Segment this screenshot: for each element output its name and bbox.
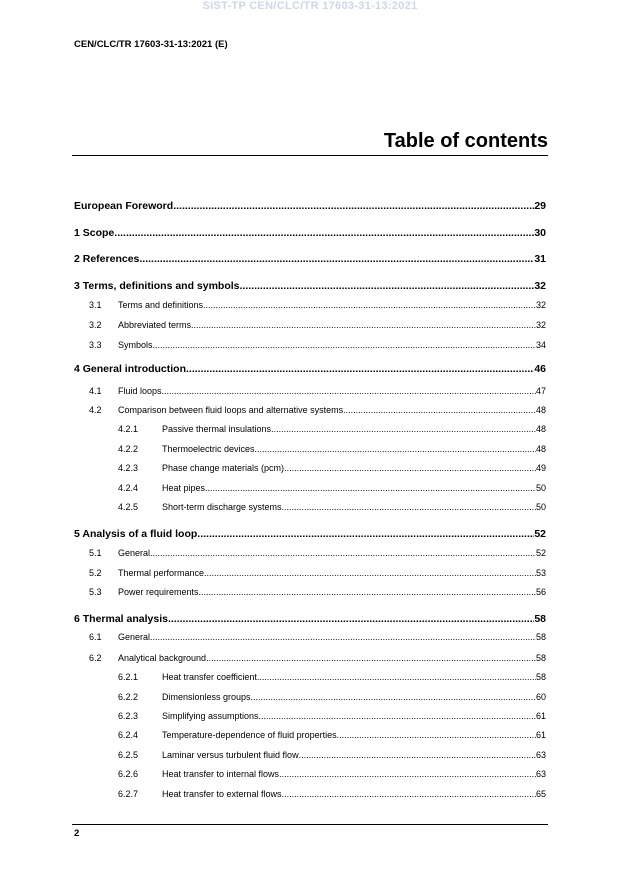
toc-leader-dots [199,587,536,597]
toc-entry[interactable] [89,320,546,330]
toc-entry-label: 1 Scope [74,227,115,239]
toc-entry-number: 4.1 [89,386,102,396]
toc-entry-label: Dimensionless groups [162,692,251,702]
toc-entry-page: 52 [534,528,546,540]
toc-entry[interactable] [89,548,546,558]
toc-entry-label: Temperature-dependence of fluid properties [162,730,337,740]
toc-entry-label: Abbreviated terms [118,320,192,330]
toc-entry-label: Fluid loops [118,386,162,396]
toc-entry[interactable] [118,730,546,740]
toc-leader-dots [168,613,534,625]
title-rule [72,155,548,156]
toc-entry[interactable] [89,653,546,663]
toc-entry-number: 3.3 [89,340,102,350]
toc-entry-label: 6 Thermal analysis [74,613,168,625]
toc-leader-dots [251,692,536,702]
toc-entry-number: 3.2 [89,320,102,330]
toc-entry[interactable] [118,692,546,702]
toc-entry-page: 46 [534,363,546,375]
toc-leader-dots [173,200,534,212]
toc-leader-dots [150,632,536,642]
toc-entry-page: 56 [535,587,546,597]
toc-entry-label: 4 General introduction [74,363,187,375]
toc-entry-page: 34 [535,340,546,350]
toc-leader-dots [271,424,536,434]
toc-entry-number: 4.2.2 [118,444,139,454]
toc-entry-number: 4.2.3 [118,463,139,473]
toc-entry[interactable] [89,568,546,578]
toc-entry-number: 6.2.7 [118,789,139,799]
toc-entry-number: 3.1 [89,300,102,310]
toc-entry-label: Passive thermal insulations [162,424,272,434]
toc-leader-dots [204,568,536,578]
toc-entry-page: 32 [535,300,546,310]
toc-entry-label: Symbols [118,340,153,350]
toc-entry-label: Simplifying assumptions [162,711,259,721]
toc-entry-page: 52 [535,548,546,558]
toc-entry-label: Terms and definitions [118,300,204,310]
toc-entry-label: General [118,632,151,642]
toc-entry-label: Heat transfer to internal flows [162,769,280,779]
toc-entry-page: 48 [535,444,546,454]
toc-entry-label: Heat transfer coefficient [162,672,257,682]
toc-entry-number: 6.2.3 [118,711,139,721]
toc-entry-page: 61 [535,730,546,740]
toc-entry[interactable] [118,750,546,760]
toc-entry[interactable] [74,200,546,212]
toc-entry[interactable] [74,528,546,540]
toc-entry-page: 58 [535,632,546,642]
toc-leader-dots [299,750,536,760]
toc-entry-label: Thermoelectric devices [162,444,255,454]
toc-leader-dots [279,769,536,779]
toc-entry-label: Laminar versus turbulent fluid flow [162,750,299,760]
page-number: 2 [74,828,80,839]
toc-leader-dots [191,320,536,330]
toc-leader-dots [282,789,536,799]
toc-entry[interactable] [118,463,546,473]
toc-entry[interactable] [118,672,546,682]
toc-entry-page: 58 [535,672,546,682]
toc-entry[interactable] [89,300,546,310]
toc-leader-dots [114,227,534,239]
toc-entry-number: 4.2.1 [118,424,139,434]
toc-entry-page: 50 [535,502,546,512]
toc-entry[interactable] [74,227,546,239]
toc-entry[interactable] [118,769,546,779]
toc-entry-page: 58 [534,613,546,625]
toc-leader-dots [197,528,534,540]
toc-entry[interactable] [118,444,546,454]
page-title: Table of contents [383,130,548,152]
toc-leader-dots [153,340,536,350]
toc-entry[interactable] [118,789,546,799]
toc-entry-number: 6.2.6 [118,769,139,779]
toc-entry-number: 5.3 [89,587,102,597]
footer-rule [72,824,548,825]
toc-entry-label: Analytical background [118,653,207,663]
toc-entry-page: 31 [534,253,546,265]
toc-entry[interactable] [118,502,546,512]
toc-entry-page: 63 [535,750,546,760]
toc-entry-number: 4.2.4 [118,483,139,493]
watermark: SIST-TP CEN/CLC/TR 17603-31-13:2021 [202,0,418,12]
toc-entry-label: 5 Analysis of a fluid loop [74,528,198,540]
toc-entry-label: 3 Terms, definitions and symbols [74,280,240,292]
toc-entry-label: Power requirements [118,587,199,597]
toc-leader-dots [186,363,534,375]
toc-entry-page: 60 [535,692,546,702]
toc-entry-page: 29 [534,200,546,212]
toc-entry-number: 6.2.5 [118,750,139,760]
document-id: CEN/CLC/TR 17603-31-13:2021 (E) [74,39,228,50]
toc-leader-dots [162,386,536,396]
toc-entry-page: 63 [535,769,546,779]
toc-leader-dots [343,405,536,415]
toc-entry[interactable] [74,280,546,292]
toc-entry-label: Heat transfer to external flows [162,789,282,799]
toc-leader-dots [284,463,536,473]
toc-entry-number: 6.2 [89,653,102,663]
toc-leader-dots [150,548,536,558]
toc-entry[interactable] [89,587,546,597]
toc-entry-label: Thermal performance [118,568,205,578]
toc-leader-dots [205,483,536,493]
toc-entry-page: 48 [535,424,546,434]
toc-leader-dots [337,730,536,740]
toc-entry[interactable] [89,405,546,415]
toc-entry[interactable] [74,363,546,375]
toc-entry-number: 6.2.4 [118,730,139,740]
toc-entry-page: 65 [535,789,546,799]
toc-leader-dots [240,280,535,292]
toc-entry-number: 6.2.1 [118,672,139,682]
toc-entry-number: 5.1 [89,548,102,558]
toc-entry-page: 53 [535,568,546,578]
toc-entry[interactable] [118,483,546,493]
toc-entry-number: 4.2.5 [118,502,139,512]
toc-entry[interactable] [118,711,546,721]
toc-entry-number: 4.2 [89,405,102,415]
toc-entry-page: 30 [534,227,546,239]
toc-entry[interactable] [74,253,546,265]
toc-entry-label: Heat pipes [162,483,206,493]
toc-entry[interactable] [89,340,546,350]
toc-entry-number: 6.2.2 [118,692,139,702]
toc-entry[interactable] [89,386,546,396]
toc-entry-page: 32 [535,320,546,330]
toc-entry[interactable] [118,424,546,434]
toc-leader-dots [257,672,536,682]
toc-entry-label: European Foreword [74,200,174,212]
toc-entry-number: 6.1 [89,632,102,642]
toc-entry-label: Short-term discharge systems [162,502,282,512]
toc-entry-page: 49 [535,463,546,473]
toc-leader-dots [282,502,536,512]
toc-leader-dots [206,653,536,663]
toc-leader-dots [139,253,534,265]
toc-leader-dots [203,300,536,310]
toc-entry-page: 50 [535,483,546,493]
toc-entry[interactable] [89,632,546,642]
toc-entry-page: 61 [535,711,546,721]
toc-entry-label: Comparison between fluid loops and alternative systems [118,405,344,415]
toc-entry-label: 2 References [74,253,140,265]
toc-entry[interactable] [74,613,546,625]
toc-entry-number: 5.2 [89,568,102,578]
toc-entry-page: 47 [535,386,546,396]
toc-entry-page: 32 [534,280,546,292]
toc-entry-label: Phase change materials (pcm) [162,463,285,473]
toc-entry-label: General [118,548,151,558]
toc-entry-page: 48 [535,405,546,415]
toc-leader-dots [255,444,536,454]
toc-leader-dots [259,711,536,721]
toc-entry-page: 58 [535,653,546,663]
